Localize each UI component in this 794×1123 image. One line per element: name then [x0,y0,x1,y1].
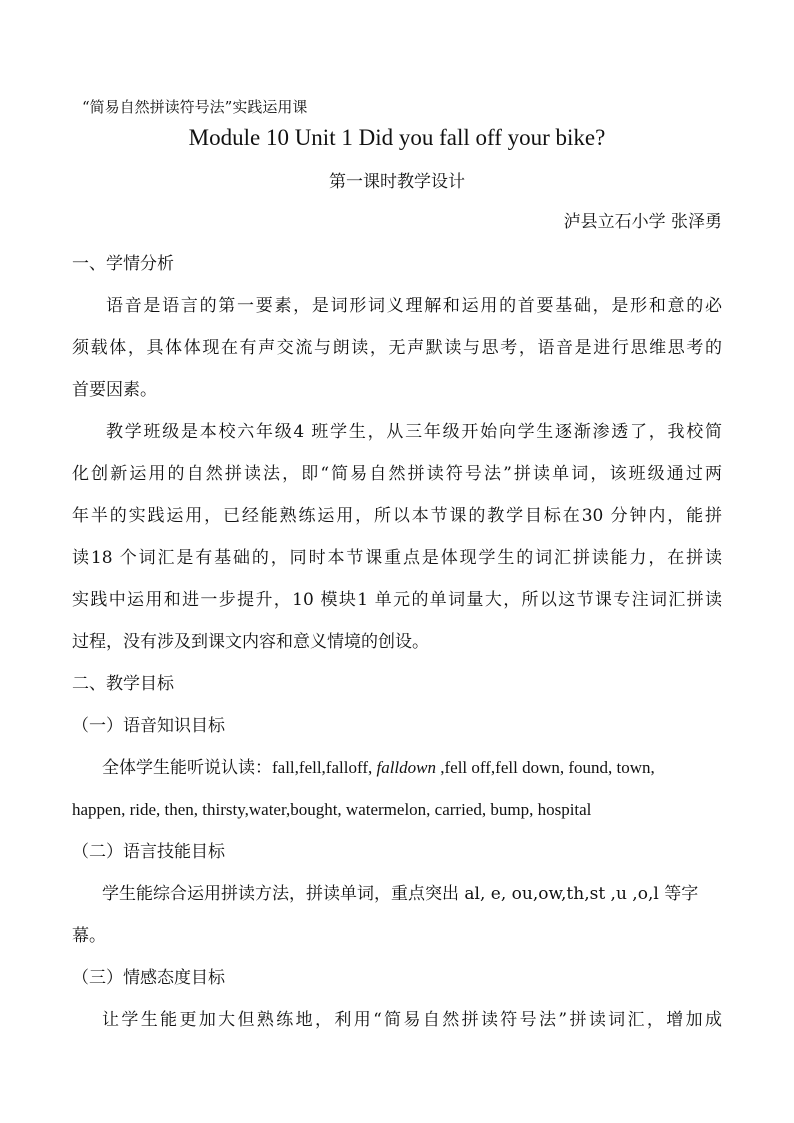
objective-line: 学生能综合运用拼读方法，拼读单词，重点突出 al, e, ou,ow,th,st ,u ,o,l 等字 [102,884,699,904]
subsection-heading-2: （二）语言技能目标 [72,842,225,862]
objective-words-b: ,fell off,fell down, found, town, [436,758,655,777]
paragraph-line: 年半的实践运用，已经能熟练运用，所以本节课的教学目标在30 分钟内，能拼 [72,506,722,526]
objective-line [102,756,655,780]
paragraph-line: 首要因素。 [72,380,157,400]
paragraph-line: 过程，没有涉及到课文内容和意义情境的创设。 [72,632,429,652]
paragraph-line: 实践中运用和进一步提升，10 模块1 单元的单词量大，所以这节课专注词汇拼读 [72,590,722,610]
subsection-heading-3: （三）情感态度目标 [72,968,225,988]
paragraph-line: 读18 个词汇是有基础的，同时本节课重点是体现学生的词汇拼读能力，在拼读 [72,548,722,568]
objective-line: 让学生能更加大但熟练地，利用“简易自然拼读符号法”拼读词汇，增加成 [102,1010,722,1030]
section-heading-2: 二、教学目标 [72,674,174,694]
objective-word-italic: falldown [376,758,436,777]
objective-prefix: 全体学生能听说认读： [102,758,272,778]
subsection-heading-1: （一）语音知识目标 [72,716,225,736]
section-heading-1: 一、学情分析 [72,254,174,274]
series-title: “简易自然拼读符号法”实践运用课 [82,98,308,116]
paragraph-line: 语音是语言的第一要素，是词形词义理解和运用的首要基础，是形和意的必 [106,296,722,316]
page-title: Module 10 Unit 1 Did you fall off your bike? [188,125,606,150]
paragraph-line: 须载体，具体体现在有声交流与朗读，无声默读与思考，语音是进行思维思考的 [72,338,722,358]
page-subtitle: 第一课时教学设计 [329,172,465,192]
objective-line: 幕。 [72,926,106,946]
objective-words-a: fall,fell,falloff, [272,758,377,777]
author-line: 泸县立石小学 张泽勇 [563,212,722,232]
objective-line: happen, ride, then, thirsty,water,bought, watermelon, carried, bump, hospital [72,800,592,819]
paragraph-line: 教学班级是本校六年级4 班学生，从三年级开始向学生逐渐渗透了，我校简 [106,422,722,442]
paragraph-line: 化创新运用的自然拼读法，即“简易自然拼读符号法”拼读单词，该班级通过两 [72,464,722,484]
